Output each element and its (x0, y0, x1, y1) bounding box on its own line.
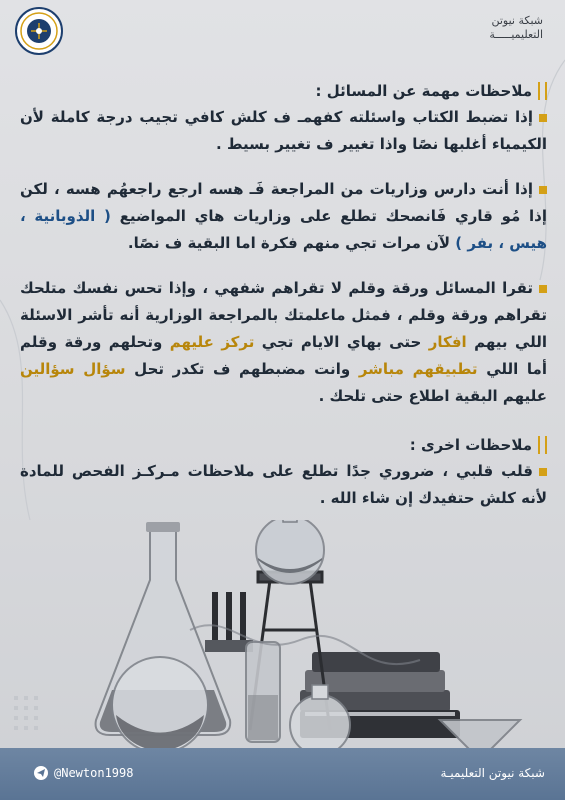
footer-bar (0, 748, 565, 800)
highlight-topics: ( الذوبانية ، هيس ، بفر ) (20, 207, 547, 252)
note-text: عليهم البقية اطلاع حتى تلحك . (318, 387, 547, 405)
heading-bar-icon (538, 82, 547, 100)
notes-content (20, 82, 547, 512)
highlight-text: سؤال سؤالين (20, 360, 126, 378)
note-text: تقرا المسائل ورقة وقلم لا تقراهم شفهي ، وإذا تحس نفسك متلحك تقراهم ورقة وقلم ، فمثل ماعلمتك بالمراجعة الوزارية أنه تأشر الاسئلة اللي بيهم (20, 279, 548, 351)
note-text: إذا أنت دارس وزاريات من المراجعة فَـ هسه ارجع راجعهُم هسه ، لكن إذا مُو قاري فَانصحك تطلع على وزاريات هاي المواضيع (20, 180, 547, 225)
highlight-text: تطبيقهم مباشر (358, 360, 478, 378)
note-text: قلب قلبي ، ضروري جدًا تطلع على ملاحظات مـركـز الفحص للمادة لأنه كلش حتفيدك إن شاء الله . (20, 462, 547, 507)
brand-name (489, 14, 543, 42)
test-tubes-icon (205, 592, 253, 652)
note-text: وانت مضبطهم ف تكدر تحل (125, 360, 359, 378)
highlight-text: افكار (428, 333, 467, 351)
section-title: ملاحظات مهمة عن المسائل : (315, 82, 532, 100)
volumetric-flask-icon (112, 657, 208, 753)
telegram-handle[interactable] (34, 766, 133, 780)
round-flask-icon (256, 520, 324, 584)
note-paragraph-2 (20, 176, 547, 257)
note-text: وتحلهم ورقة وقلم أما اللي (20, 333, 547, 378)
handle-text: @Newton1998 (54, 766, 134, 780)
note-paragraph-1 (20, 104, 547, 158)
note-paragraph-3 (20, 275, 547, 410)
bullet-icon (539, 114, 547, 122)
brand-line-1: شبكة نيوتن (491, 14, 543, 27)
footer-brand: شبكة نيوتن التعليميـة (440, 766, 545, 780)
bullet-icon (539, 186, 547, 194)
section-title: ملاحظات اخرى : (409, 436, 532, 454)
bullet-icon (539, 285, 547, 293)
telegram-icon (34, 766, 48, 780)
note-text: إذا تضبط الكتاب واسئلته كفهمـ ف كلش كافي تجيب درجة كاملة لأن الكيمياء أغلبها نصًا واذا تغيير ف تغيير بسيط . (20, 108, 547, 153)
heading-bar-icon (538, 436, 547, 454)
brand-line-2: التعليميـــــة (489, 28, 543, 41)
note-paragraph-4 (20, 458, 547, 512)
highlight-text: تركز عليهم (169, 333, 255, 351)
section-heading-other (20, 436, 547, 454)
note-text: حتى بهاي الايام تجي (254, 333, 429, 351)
newton-logo (14, 6, 64, 56)
measuring-cylinder-icon (246, 642, 280, 742)
bullet-icon (539, 468, 547, 476)
note-text: لآن مرات تجي منهم فكرة اما البقية ف نصًا. (127, 234, 456, 252)
dots-pattern-icon (14, 696, 54, 756)
lab-equipment-illustration (0, 520, 565, 760)
section-heading-problems (20, 82, 547, 100)
